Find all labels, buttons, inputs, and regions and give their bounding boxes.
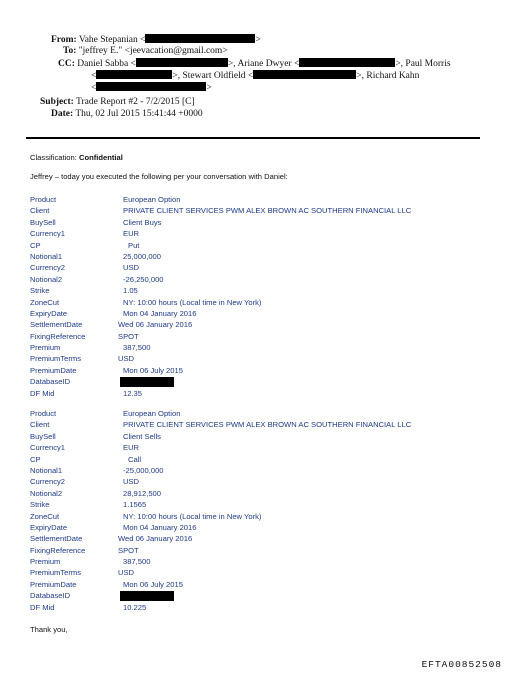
field-value: USD (118, 568, 135, 578)
intro-text: Jeffrey – today you executed the following per your conversation with Daniel: (30, 172, 288, 181)
field-label: Notional1 (30, 251, 63, 261)
field-label: SettlementDate (30, 320, 83, 330)
field-label: Strike (30, 286, 50, 296)
from-label: From: (51, 35, 77, 45)
field-value: European Option (123, 195, 181, 204)
field-value: 12.35 (123, 388, 143, 398)
field-value: NY: 10:00 hours (Local time in New York) (123, 511, 262, 521)
field-label: PremiumDate (30, 365, 77, 375)
field-value: Client Sells (123, 431, 161, 441)
from-name: Vahe Stepanian < (78, 35, 146, 45)
classification-value: Confidential (78, 153, 123, 162)
field-value: EUR (123, 229, 140, 239)
to-line (63, 46, 228, 58)
redaction-block (96, 70, 172, 79)
field-value: 1.05 (123, 286, 138, 296)
field-value: Mon 04 January 2016 (123, 308, 197, 318)
field-label: DF Mid (30, 388, 55, 398)
field-label: Notional2 (30, 274, 63, 284)
field-value: 10.225 (123, 602, 147, 612)
closing-text: Thank you, (30, 625, 68, 634)
field-value: Wed 06 January 2016 (118, 534, 193, 544)
field-label: PremiumTerms (30, 568, 82, 578)
cc-line-2: < >, Stewart Oldfield < >, Richard Kahn (91, 71, 420, 81)
field-value: USD (123, 477, 140, 487)
field-value: Mon 06 July 2015 (123, 579, 183, 589)
date-line (51, 109, 203, 121)
field-label: Strike (30, 500, 50, 510)
field-value: PRIVATE CLIENT SERVICES PWM ALEX BROWN AC SOUTHERN FINANCIAL LLC (123, 206, 412, 216)
field-label: FixingReference (30, 331, 86, 341)
classification-label: Classification: (30, 153, 77, 162)
field-label: SettlementDate (30, 534, 83, 544)
field-label: Notional2 (30, 488, 63, 498)
cc-line-3: < > (91, 83, 212, 93)
field-label: ZoneCut (30, 297, 60, 307)
field-label: PremiumTerms (30, 354, 82, 364)
field-value: 387,500 (123, 557, 151, 567)
field-value: Mon 06 July 2015 (123, 365, 183, 375)
field-label: ExpiryDate (30, 522, 68, 532)
field-label: Product (30, 409, 57, 418)
document-id: EFTA00852508 (421, 659, 502, 670)
classification-line (30, 153, 123, 163)
field-label: Product (30, 195, 57, 204)
field-value: Client Buys (123, 217, 162, 227)
field-label: Premium (30, 557, 61, 567)
from-line: From: Vahe Stepanian < > (51, 35, 261, 45)
field-label: DatabaseID (30, 377, 71, 387)
to-value: "jeffrey E." <jeevacation@gmail.com> (78, 46, 228, 56)
field-label: Client (30, 206, 50, 216)
field-value: SPOT (118, 545, 139, 555)
field-value: Put (128, 240, 140, 250)
field-value: -25,000,000 (123, 465, 164, 475)
field-value: -26,250,000 (123, 274, 164, 284)
field-value: NY: 10:00 hours (Local time in New York) (123, 297, 262, 307)
header-divider (26, 137, 480, 139)
field-label: DatabaseID (30, 591, 71, 601)
field-label: Notional1 (30, 465, 63, 475)
field-value: 1.1565 (123, 500, 147, 510)
field-value: 387,500 (123, 343, 151, 353)
field-label: CP (30, 454, 41, 464)
field-value: 28,912,500 (123, 488, 162, 498)
field-label: Currency1 (30, 229, 66, 239)
redaction-block (253, 70, 356, 79)
field-label: CP (30, 240, 41, 250)
redaction-block (96, 82, 206, 91)
subject-line (40, 97, 195, 109)
field-value: USD (123, 263, 140, 273)
subject-label: Subject: (40, 97, 74, 107)
field-label: FixingReference (30, 545, 86, 555)
date-label: Date: (51, 109, 74, 119)
field-label: PremiumDate (30, 579, 77, 589)
cc-line-1: CC: Daniel Sabba < >, Ariane Dwyer < >, Paul Morris (58, 59, 451, 69)
field-label: Premium (30, 343, 61, 353)
field-label: BuySell (30, 217, 56, 227)
field-value: 25,000,000 (123, 251, 162, 261)
to-label: To: (63, 46, 77, 56)
field-value: Call (128, 454, 142, 464)
field-label: ExpiryDate (30, 308, 68, 318)
redaction-block (120, 377, 174, 387)
redaction-block (145, 34, 255, 43)
field-label: Currency2 (30, 477, 66, 487)
redaction-block (299, 58, 395, 67)
date-value: Thu, 02 Jul 2015 15:41:44 +0000 (75, 109, 203, 119)
field-value: SPOT (118, 331, 139, 341)
field-value: USD (118, 354, 135, 364)
field-value: EUR (123, 443, 140, 453)
field-value: European Option (123, 409, 181, 418)
field-value: PRIVATE CLIENT SERVICES PWM ALEX BROWN AC SOUTHERN FINANCIAL LLC (123, 420, 412, 430)
field-label: Currency2 (30, 263, 66, 273)
cc-label: CC: (58, 59, 75, 69)
field-label: DF Mid (30, 602, 55, 612)
redaction-block (136, 58, 228, 67)
field-value: Mon 04 January 2016 (123, 522, 197, 532)
field-label: Client (30, 420, 50, 430)
field-label: ZoneCut (30, 511, 60, 521)
field-label: BuySell (30, 431, 56, 441)
redaction-block (120, 591, 174, 601)
subject-value: Trade Report #2 - 7/2/2015 [C] (76, 97, 195, 107)
field-label: Currency1 (30, 443, 66, 453)
field-value: Wed 06 January 2016 (118, 320, 193, 330)
